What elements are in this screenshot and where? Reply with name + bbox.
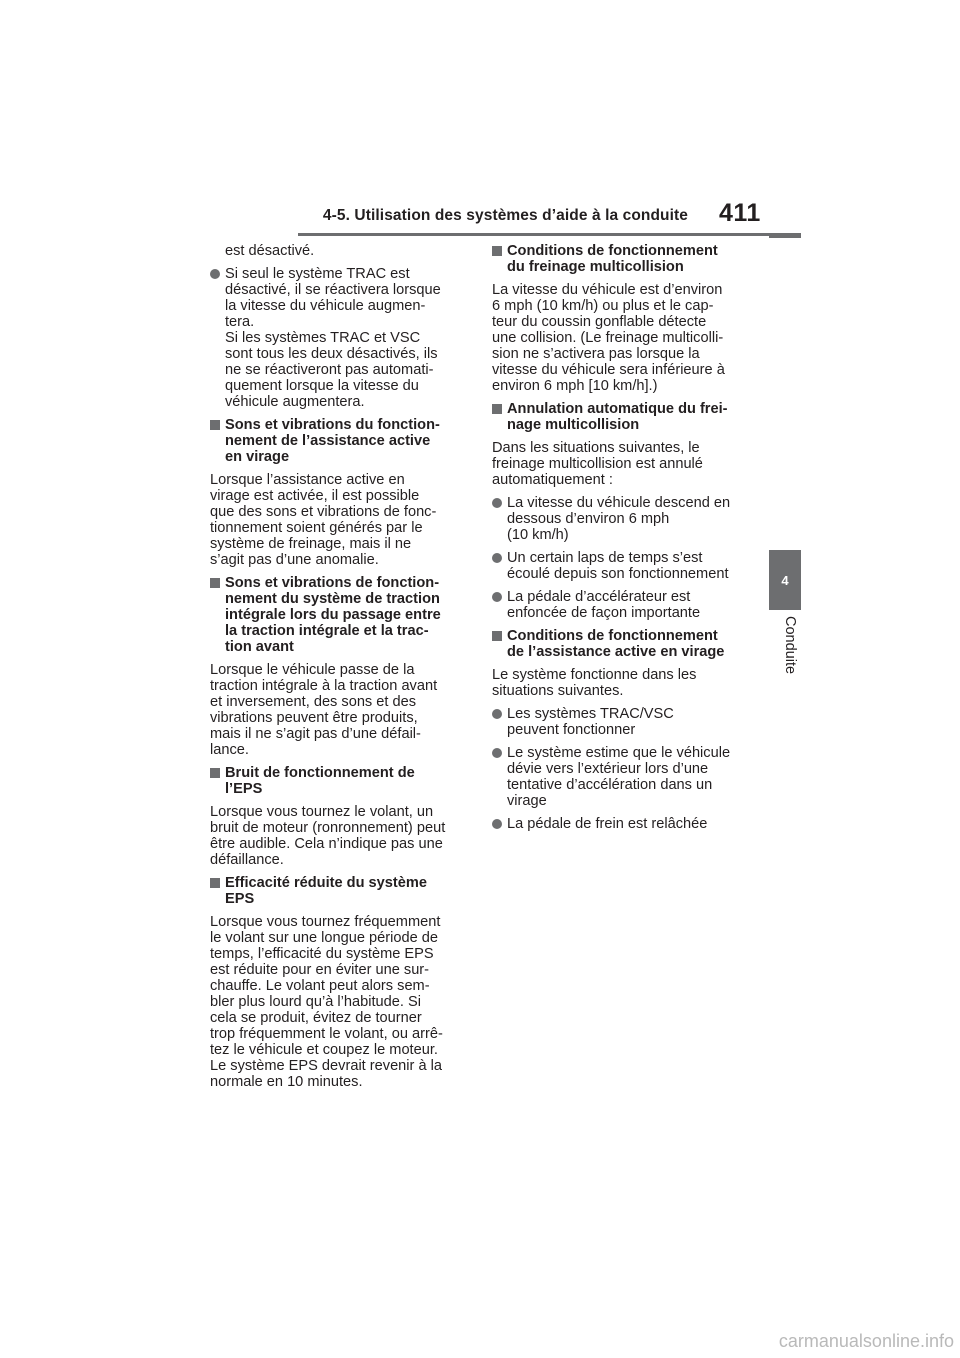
bullet-item (492, 816, 754, 832)
square-bullet-icon (492, 246, 502, 256)
heading-text: Sons et vibrations du fonction- nement de l’assistance active en virage (225, 417, 440, 465)
paragraph: Lorsque vous tournez fréquemment le volant sur une longue période de temps, l’efficacité du système EPS est réduite pour en éviter une sur- chauffe. Le volant peut alors sem- bler plus lourd qu’à l’habitude. Si cela se produit, évitez de tourner trop fréquemment le volant, ou arrê- tez le véhicule et coupez le moteur. Le système EPS devrait revenir à la normale en 10 minutes. (210, 914, 443, 1090)
section-heading (210, 575, 468, 655)
paragraph: La vitesse du véhicule est d’environ 6 mph (10 km/h) ou plus et le cap- teur du coussin gonflable détecte une collision. (Le freinage multicolli- sion ne s’activera pas lorsque la vitesse du véhicule sera inférieure à environ 6 mph [10 km/h].) (492, 282, 725, 394)
square-bullet-icon (210, 768, 220, 778)
bullet-text: Si seul le système TRAC est désactivé, il se réactivera lorsque la vitesse du véhicule augmen- tera. Si les systèmes TRAC et VSC sont tous les deux désactivés, ils ne se réactiveront pas automati- quement lorsque la vitesse du véhicule augmentera. (225, 266, 441, 410)
bullet-item (492, 706, 754, 738)
square-bullet-icon (492, 404, 502, 414)
heading-text: Conditions de fonctionnement de l’assistance active en virage (507, 628, 725, 660)
bullet-dot-icon (492, 592, 502, 602)
heading-text: Sons et vibrations de fonction- nement du système de traction intégrale lors du passage entre la traction intégrale et la trac- tion avant (225, 575, 441, 655)
page-number: 411 (719, 199, 761, 227)
chapter-tab (769, 550, 801, 610)
bullet-text: La vitesse du véhicule descend en dessous d’environ 6 mph (10 km/h) (507, 495, 731, 543)
bullet-item (492, 495, 754, 543)
bullet-dot-icon (492, 819, 502, 829)
bullet-text: La pédale de frein est relâchée (507, 816, 708, 832)
bullet-dot-icon (492, 748, 502, 758)
paragraph: Dans les situations suivantes, le freinage multicollision est annulé automatiquement : (492, 440, 703, 488)
section-title: 4-5. Utilisation des systèmes d’aide à la conduite (322, 207, 688, 224)
heading-text: Conditions de fonctionnement du freinage multicollision (507, 243, 718, 275)
section-heading (210, 417, 468, 465)
bullet-item (492, 550, 754, 582)
bullet-dot-icon (492, 553, 502, 563)
bullet-text: Les systèmes TRAC/VSC peuvent fonctionner (507, 706, 674, 738)
section-heading (492, 401, 754, 433)
bullet-dot-icon (492, 709, 502, 719)
section-heading (492, 243, 754, 275)
bullet-text: Le système estime que le véhicule dévie vers l’extérieur lors d’une tentative d’accélération dans un virage (507, 745, 731, 809)
bullet-dot-icon (210, 269, 220, 279)
chapter-number: 4 (781, 572, 789, 588)
paragraph: Lorsque l’assistance active en virage est activée, il est possible que des sons et vibrations de fonc- tionnement soient générés par le système de freinage, mais il ne s’agit pas d’une anomalie. (210, 472, 437, 568)
side-tab-rule (769, 236, 801, 238)
bullet-item (210, 266, 468, 410)
right-column (492, 243, 754, 839)
chapter-label: Conduite (782, 616, 798, 675)
left-column (210, 243, 468, 1097)
paragraph: Le système fonctionne dans les situations suivantes. (492, 667, 697, 699)
header-divider (298, 233, 801, 236)
square-bullet-icon (210, 420, 220, 430)
section-heading (210, 875, 468, 907)
square-bullet-icon (210, 578, 220, 588)
square-bullet-icon (492, 631, 502, 641)
square-bullet-icon (210, 878, 220, 888)
paragraph: Lorsque vous tournez le volant, un bruit de moteur (ronronnement) peut être audible. Cela n’indique pas une défaillance. (210, 804, 446, 868)
watermark: carmanualsonline.info (778, 1331, 954, 1351)
paragraph: Lorsque le véhicule passe de la traction intégrale à la traction avant et inversement, des sons et des vibrations peuvent être produits, mais il ne s’agit pas d’une défail- lance. (210, 662, 438, 758)
bullet-item (492, 745, 754, 809)
bullet-dot-icon (492, 498, 502, 508)
intro-continuation: est désactivé. (225, 243, 315, 259)
bullet-text: Un certain laps de temps s’est écoulé depuis son fonctionnement (507, 550, 729, 582)
heading-text: Bruit de fonctionnement de l’EPS (225, 765, 415, 797)
bullet-item (492, 589, 754, 621)
section-heading (492, 628, 754, 660)
heading-text: Efficacité réduite du système EPS (225, 875, 427, 907)
heading-text: Annulation automatique du frei- nage multicollision (507, 401, 728, 433)
section-heading (210, 765, 468, 797)
bullet-text: La pédale d’accélérateur est enfoncée de façon importante (507, 589, 701, 621)
